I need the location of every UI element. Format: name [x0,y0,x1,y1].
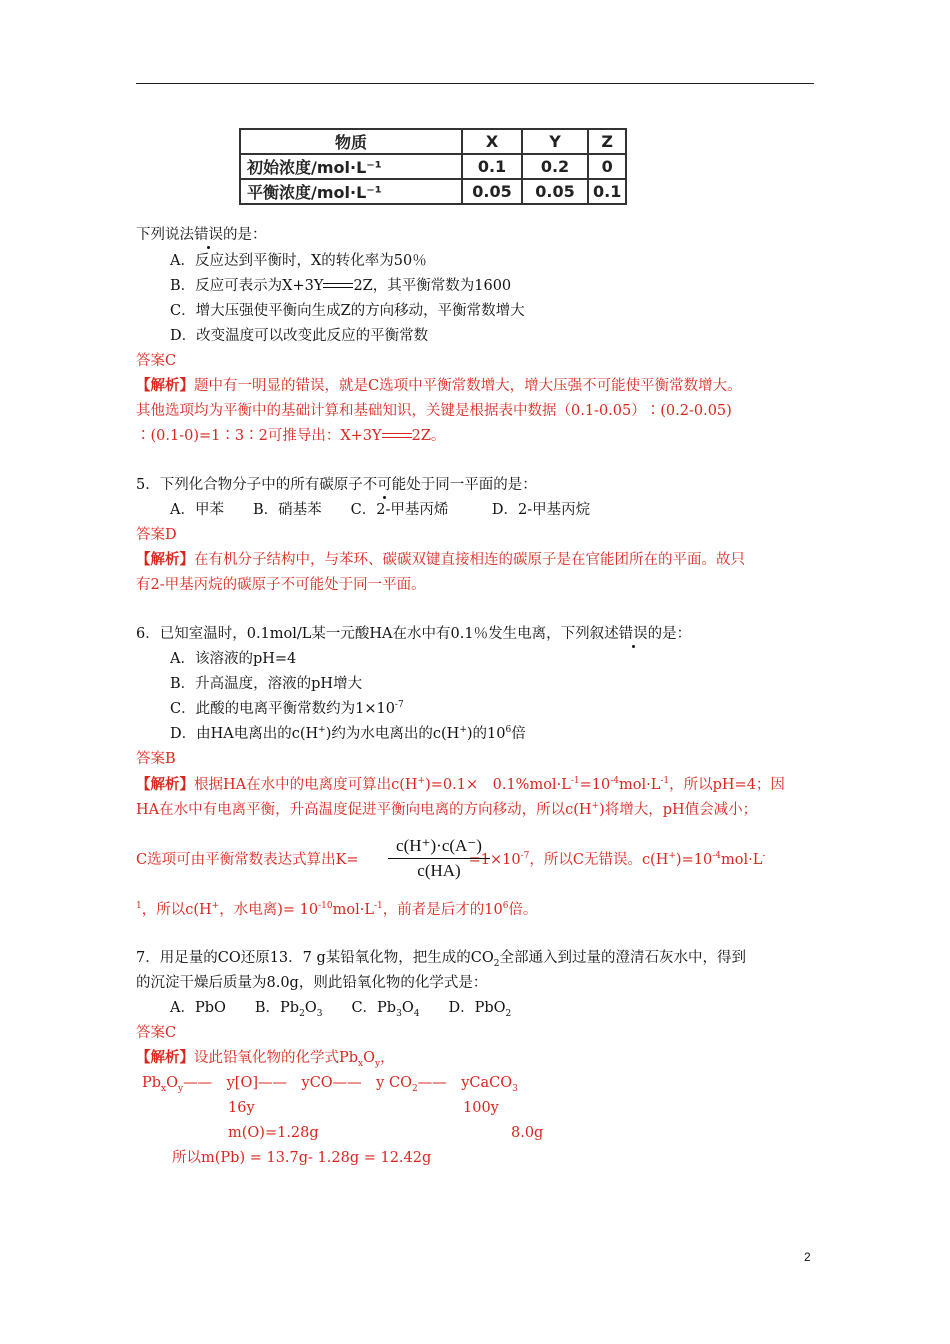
table-header-cell: Z [588,129,626,154]
text: =10 [579,777,611,793]
superscript: -10 [318,901,333,912]
header-rule [136,83,814,84]
q7-calc-mpb: 所以m(Pb) = 13.7g- 1.28g = 12.42g [172,1150,432,1166]
text: O [304,1000,317,1016]
table-cell: 0.1 [588,179,626,204]
q7-calc-100y: 100y [463,1100,499,1116]
table-row-label: 平衡浓度/mol·L⁻¹ [240,179,462,204]
concentration-table [239,128,627,205]
text: ，所以c(H [141,902,212,918]
table-header-row [240,129,626,154]
text: C选项可由平衡常数表达式算出K= [136,852,359,868]
equilibrium-arrow-icon [323,282,353,290]
text: 设此铅氧化物的化学式Pb [194,1050,359,1066]
explanation-tag: 【解析】 [136,776,194,793]
q7-calc-16y: 16y [228,1100,255,1116]
q4-option-c: C．增大压强使平衡向生成Z的方向移动，平衡常数增大 [170,303,525,319]
superscript: -1 [373,901,383,912]
subscript: y [375,1058,381,1069]
superscript: 1 [136,901,142,912]
emphasis-text [363,477,407,493]
text: B．反应可表示为X+3Y [170,278,324,294]
equilibrium-arrow-icon [382,432,412,440]
text: ，前者是后才的10 [382,902,503,918]
superscript: + [459,725,467,736]
superscript: -1 [660,776,670,787]
superscript: - [762,851,766,862]
text: 6．已知室温时，0.1mol/L某一元酸HA在水中有0.1％发生电离，下列叙述 [136,626,619,642]
text: 题中有一明显的错误，就是C选项中平衡常数增大，增大压强不可能使平衡常数增大。 [194,378,742,394]
subscript: 3 [396,1008,402,1019]
subscript: 2 [505,1008,512,1019]
q6-option-a: A．该溶液的pH=4 [170,651,297,667]
q7-stem: 的沉淀干燥后质量为8.0g，则此铅氧化物的化学式是： [136,975,488,991]
text: 在有机分子结构中，与苯环、碳碳双键直接相连的碳原子是在官能团所在的平面。故只 [194,552,745,568]
q6-explanation-line [136,775,785,795]
text: ，所以C无错误。c(H [529,852,669,868]
q7-stem [136,948,746,968]
text: —— yCaCO [417,1075,513,1091]
q4-explanation-line [136,426,445,446]
q6-answer: 答案B [136,751,176,767]
emphasis-text: 错误 [194,227,223,243]
text: 倍 [511,726,526,742]
text: )将增大，pH值会减小； [599,802,758,818]
fraction-numerator: c(H⁺)·c(A⁻) [396,836,482,855]
q4-option-d: D．改变温度可以改变此反应的平衡常数 [170,328,429,344]
q6-option-b: B．升高温度，溶液的pH增大 [170,676,363,692]
text: Pb [142,1075,162,1091]
page-number: 2 [804,1250,811,1264]
text: mol·L [332,902,374,918]
q5-stem [136,475,537,495]
q7-calc-mo: m(O)=1.28g [228,1125,319,1141]
q7-options [170,998,511,1018]
table-header-cell: X [462,129,522,154]
q5-options: A．甲苯 B．硝基苯 C．2-甲基丙烯 D．2-甲基丙烷 [170,502,591,518]
table-row [240,154,626,179]
superscript: + [668,851,676,862]
subscript: 2 [493,958,500,969]
text: 不可能 [362,477,407,493]
text: O [363,1050,376,1066]
subscript: 3 [512,1083,518,1094]
superscript: -4 [610,776,619,787]
text: 5．下列化合物分子中的所有碳原子 [136,477,363,493]
text: ， [380,1050,395,1066]
text: mol·L [720,852,763,868]
superscript: + [417,776,426,787]
q7-explanation-line [142,1073,518,1093]
q6-option-d [170,724,526,744]
text: 倍。 [508,902,538,918]
superscript: 6 [505,725,512,736]
text: 根据HA在水中的电离度可算出c(H [194,777,418,793]
superscript: + [211,901,220,912]
superscript: -4 [712,851,721,862]
q5-answer: 答案D [136,527,177,543]
table-header-cell: 物质 [240,129,462,154]
table-cell: 0.2 [522,154,588,179]
text: 2Z。 [411,428,446,444]
text: )约为水电离出的c(H [325,726,460,742]
q6-explanation-line [136,900,537,920]
emphasis-text: 错误 [618,626,648,642]
text: mol·L [618,777,661,793]
text: D．由HA电离出的c(H [170,726,319,742]
q4-option-a: A．反应达到平衡时，X的转化率为50％ [170,253,427,269]
text: )=10 [675,852,713,868]
text: ，水电离)= 10 [219,902,319,918]
subscript: 2 [411,1083,418,1094]
q6-stem [136,624,691,644]
table-cell: 0.05 [522,179,588,204]
text: D．PbO [419,1000,506,1016]
table-cell: 0.1 [462,154,522,179]
q4-explanation-line [136,376,742,396]
explanation-tag: 【解析】 [136,551,194,568]
q6-explanation-line [136,800,757,820]
q4-explanation-line: 其他选项均为平衡中的基础计算和基础知识，关键是根据表中数据（0.1-0.05）∶(0.2-0.05) [136,403,732,419]
text: 下列说法 [136,227,194,243]
q7-calc-8g: 8.0g [511,1125,544,1141]
explanation-tag: 【解析】 [136,377,194,394]
text: 7．用足量的CO还原13．7 g某铅氧化物，把生成的CO [136,950,494,966]
text: C．Pb [322,1000,397,1016]
text: A．PbO B．Pb [170,1000,300,1016]
q5-explanation-line: 有2-甲基丙烷的碳原子不可能处于同一平面。 [136,577,426,593]
q7-answer: 答案C [136,1025,177,1041]
subscript: x [358,1058,364,1069]
superscript: 6 [502,901,509,912]
q6-option-c [170,699,404,719]
superscript: + [318,725,326,736]
text: 全部通入到过量的澄清石灰水中，得到 [499,950,746,966]
text: 的是： [647,626,692,642]
text: C．此酸的电离平衡常数约为1×10 [170,701,395,717]
table-cell: 0 [588,154,626,179]
text: ∶(0.1-0)=1∶3∶2可推导出：X+3Y [136,428,382,444]
subscript: x [161,1083,167,1094]
q7-explanation-line [136,1048,395,1068]
text: HA在水中有电离平衡，升高温度促进平衡向电离的方向移动，所以c(H [136,802,592,818]
text: )=0.1× 0.1%mol·L [425,777,571,793]
text: O [166,1075,179,1091]
superscript: -7 [394,700,404,711]
table-row [240,179,626,204]
superscript: + [591,801,600,812]
text: 的是： [223,227,267,243]
subscript: 4 [413,1008,420,1019]
q5-explanation-line [136,550,745,570]
text: ，所以pH=4；因 [669,777,785,793]
subscript: y [178,1083,184,1094]
q4-option-b [170,276,511,296]
text: 处于同一平面的是： [406,477,537,493]
subscript: 2 [299,1008,305,1019]
text: 2Z，其平衡常数为1600 [353,278,512,294]
table-header-cell: Y [522,129,588,154]
superscript: -7 [520,851,530,862]
q4-prompt [136,225,267,245]
text: =1×10 [468,852,521,868]
superscript: -1 [570,776,580,787]
q4-answer: 答案C [136,353,177,369]
explanation-tag: 【解析】 [136,1049,194,1066]
subscript: 3 [316,1008,323,1019]
text: O [401,1000,414,1016]
text: )的10 [466,726,506,742]
table-row-label: 初始浓度/mol·L⁻¹ [240,154,462,179]
fraction-denominator: c(HA) [417,861,461,880]
table-cell: 0.05 [462,179,522,204]
equilibrium-constant-fraction [386,836,492,881]
text: —— y[O]—— yCO—— y CO [183,1075,412,1091]
